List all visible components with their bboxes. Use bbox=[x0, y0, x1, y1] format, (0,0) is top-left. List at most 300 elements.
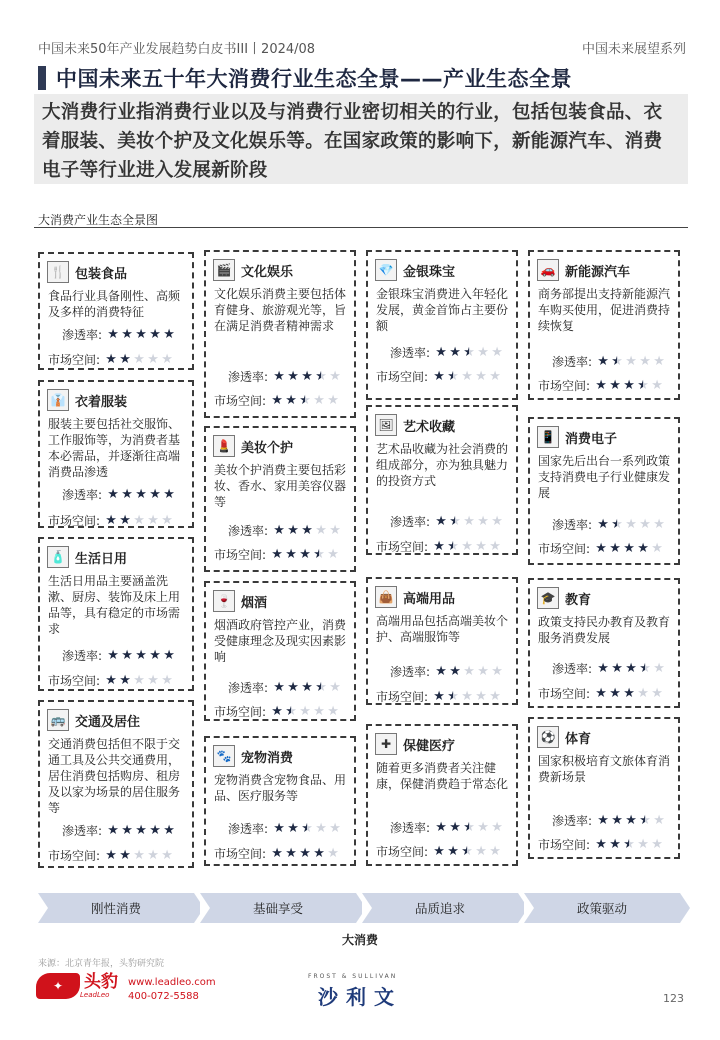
card-electronics bbox=[528, 417, 680, 565]
star-icon: ★ bbox=[133, 848, 145, 863]
card-header bbox=[375, 586, 455, 608]
star-icon: ★ bbox=[639, 354, 651, 369]
market-rating bbox=[538, 836, 664, 853]
star-icon: ★ bbox=[651, 686, 663, 701]
daily-goods-icon: 🧴 bbox=[47, 546, 69, 568]
card-title: 生活日用 bbox=[75, 551, 128, 567]
card-title: 烟酒 bbox=[241, 595, 268, 611]
star-icon: ★ bbox=[489, 844, 501, 859]
star-icon: ★ bbox=[463, 664, 475, 679]
market-label: 市场空间: bbox=[376, 690, 429, 704]
star-icon: ★ bbox=[301, 821, 313, 836]
penetration-stars bbox=[596, 518, 666, 531]
star-icon: ★ bbox=[475, 539, 487, 554]
star-icon: ★ bbox=[163, 823, 175, 838]
card-header bbox=[47, 261, 127, 283]
star-icon: ★ bbox=[273, 523, 285, 538]
card-apparel bbox=[38, 380, 194, 528]
art-icon: 🖼 bbox=[375, 414, 397, 436]
market-label: 市场空间: bbox=[538, 687, 591, 701]
star-icon: ★ bbox=[435, 820, 447, 835]
penetration-rating bbox=[62, 326, 176, 343]
star-icon: ★ bbox=[301, 680, 313, 695]
market-rating bbox=[376, 843, 502, 860]
star-icon: ★ bbox=[609, 837, 621, 852]
card-beauty bbox=[204, 426, 356, 572]
star-icon: ★ bbox=[625, 517, 637, 532]
penetration-rating bbox=[62, 486, 176, 503]
penetration-rating bbox=[390, 513, 504, 530]
penetration-label: 渗透率: bbox=[228, 822, 269, 836]
diagram-label: 大消费产业生态全景图 bbox=[38, 213, 159, 227]
star-icon: ★ bbox=[105, 673, 117, 688]
star-icon: ★ bbox=[147, 513, 159, 528]
star-icon: ★ bbox=[477, 820, 489, 835]
star-icon: ★ bbox=[489, 539, 501, 554]
market-rating bbox=[214, 703, 340, 720]
card-daily-goods bbox=[38, 537, 194, 691]
market-label: 市场空间: bbox=[376, 845, 429, 859]
star-icon: ★ bbox=[449, 820, 461, 835]
logo-cn: 头豹 bbox=[84, 971, 118, 992]
logo-en: LeadLeo bbox=[80, 990, 110, 999]
star-icon: ★ bbox=[299, 393, 311, 408]
star-icon: ★ bbox=[301, 523, 313, 538]
market-label: 市场空间: bbox=[538, 379, 591, 393]
market-rating bbox=[48, 512, 174, 529]
penetration-rating bbox=[62, 647, 176, 664]
star-icon: ★ bbox=[273, 680, 285, 695]
card-sports bbox=[528, 717, 680, 859]
star-icon: ★ bbox=[163, 327, 175, 342]
star-icon: ★ bbox=[271, 846, 283, 861]
star-icon: ★ bbox=[651, 378, 663, 393]
penetration-rating bbox=[228, 820, 342, 837]
market-stars bbox=[104, 849, 174, 862]
market-label: 市场空间: bbox=[48, 849, 101, 863]
penetration-label: 渗透率: bbox=[228, 370, 269, 384]
card-title: 衣着服装 bbox=[75, 394, 128, 410]
star-icon: ★ bbox=[149, 327, 161, 342]
star-icon: ★ bbox=[491, 514, 503, 529]
star-icon: ★ bbox=[147, 673, 159, 688]
star-icon: ★ bbox=[107, 327, 119, 342]
card-title: 消费电子 bbox=[565, 431, 618, 447]
star-icon: ★ bbox=[639, 661, 651, 676]
penetration-rating bbox=[228, 679, 342, 696]
star-icon: ★ bbox=[653, 517, 665, 532]
market-stars bbox=[432, 540, 502, 553]
star-icon: ★ bbox=[475, 369, 487, 384]
star-icon: ★ bbox=[299, 704, 311, 719]
star-icon: ★ bbox=[447, 844, 459, 859]
penetration-label: 渗透率: bbox=[62, 488, 103, 502]
card-luxury bbox=[366, 577, 518, 705]
pet-icon: 🐾 bbox=[213, 745, 235, 767]
partner-logo-cn: 沙利文 bbox=[318, 985, 402, 1009]
card-title: 宠物消费 bbox=[241, 750, 294, 766]
star-icon: ★ bbox=[447, 539, 459, 554]
penetration-rating bbox=[552, 353, 666, 370]
star-icon: ★ bbox=[121, 327, 133, 342]
card-description: 交通消费包括但不限于交通工具及公共交通费用，居住消费包括购房、租房及以家为场景的居住服务等 bbox=[48, 737, 181, 815]
phone-number: 400-072-5588 bbox=[128, 991, 199, 1002]
star-icon: ★ bbox=[461, 539, 473, 554]
star-icon: ★ bbox=[611, 517, 623, 532]
star-icon: ★ bbox=[611, 661, 623, 676]
card-description: 随着更多消费者关注健康，保健消费趋于常态化 bbox=[376, 761, 509, 791]
card-header bbox=[537, 259, 630, 281]
penetration-rating bbox=[552, 516, 666, 533]
star-icon: ★ bbox=[327, 393, 339, 408]
card-description: 国家先后出台一系列政策支持消费电子行业健康发展 bbox=[538, 454, 671, 500]
market-stars bbox=[432, 370, 502, 383]
star-icon: ★ bbox=[491, 664, 503, 679]
star-icon: ★ bbox=[135, 823, 147, 838]
star-icon: ★ bbox=[475, 844, 487, 859]
star-icon: ★ bbox=[491, 345, 503, 360]
card-title: 艺术收藏 bbox=[403, 419, 456, 435]
star-icon: ★ bbox=[107, 648, 119, 663]
star-icon: ★ bbox=[477, 514, 489, 529]
card-tobacco-wine bbox=[204, 581, 356, 721]
star-icon: ★ bbox=[135, 648, 147, 663]
card-header bbox=[47, 389, 127, 411]
card-header bbox=[213, 435, 293, 457]
partner-logo-en: FROST & SULLIVAN bbox=[308, 973, 398, 980]
star-icon: ★ bbox=[637, 686, 649, 701]
market-label: 市场空间: bbox=[214, 548, 267, 562]
packaged-food-icon: 🍴 bbox=[47, 261, 69, 283]
star-icon: ★ bbox=[119, 848, 131, 863]
penetration-rating bbox=[390, 344, 504, 361]
penetration-stars bbox=[272, 524, 342, 537]
market-stars bbox=[104, 353, 174, 366]
market-label: 市场空间: bbox=[376, 370, 429, 384]
market-stars bbox=[270, 705, 340, 718]
card-title: 新能源汽车 bbox=[565, 264, 631, 280]
penetration-stars bbox=[434, 665, 504, 678]
star-icon: ★ bbox=[597, 813, 609, 828]
star-icon: ★ bbox=[327, 846, 339, 861]
category-policy: 政策驱动 bbox=[524, 893, 680, 923]
website-link[interactable]: www.leadleo.com bbox=[128, 977, 216, 988]
penetration-label: 渗透率: bbox=[552, 355, 593, 369]
star-icon: ★ bbox=[313, 704, 325, 719]
market-rating bbox=[376, 538, 502, 555]
penetration-stars bbox=[272, 370, 342, 383]
penetration-label: 渗透率: bbox=[390, 346, 431, 360]
star-icon: ★ bbox=[299, 846, 311, 861]
market-rating bbox=[214, 546, 340, 563]
star-icon: ★ bbox=[285, 846, 297, 861]
star-icon: ★ bbox=[329, 523, 341, 538]
penetration-rating bbox=[62, 822, 176, 839]
card-art bbox=[366, 405, 518, 555]
star-icon: ★ bbox=[105, 848, 117, 863]
star-icon: ★ bbox=[433, 844, 445, 859]
star-icon: ★ bbox=[651, 837, 663, 852]
penetration-label: 渗透率: bbox=[62, 328, 103, 342]
star-icon: ★ bbox=[147, 352, 159, 367]
star-icon: ★ bbox=[287, 821, 299, 836]
star-icon: ★ bbox=[285, 393, 297, 408]
star-icon: ★ bbox=[119, 513, 131, 528]
card-description: 艺术品收藏为社会消费的组成部分，亦为独具魅力的投资方式 bbox=[376, 442, 509, 488]
market-rating bbox=[376, 368, 502, 385]
title-accent-bar bbox=[38, 66, 46, 90]
star-icon: ★ bbox=[637, 837, 649, 852]
contact-info bbox=[128, 976, 216, 1004]
star-icon: ★ bbox=[447, 369, 459, 384]
star-icon: ★ bbox=[461, 369, 473, 384]
star-icon: ★ bbox=[491, 820, 503, 835]
market-label: 市场空间: bbox=[48, 674, 101, 688]
penetration-label: 渗透率: bbox=[390, 515, 431, 529]
market-label: 市场空间: bbox=[214, 394, 267, 408]
star-icon: ★ bbox=[149, 648, 161, 663]
star-icon: ★ bbox=[609, 541, 621, 556]
star-icon: ★ bbox=[461, 844, 473, 859]
market-rating bbox=[48, 351, 174, 368]
intro-text: 大消费行业指消费行业以及与消费行业密切相关的行业，包括包装食品、衣着服装、美妆个护及文化娱乐等。在国家政策的影响下，新能源汽车、消费电子等行业进入发展新阶段 bbox=[34, 94, 688, 184]
card-pet bbox=[204, 736, 356, 866]
star-icon: ★ bbox=[433, 539, 445, 554]
apparel-icon: 👔 bbox=[47, 389, 69, 411]
card-header bbox=[375, 259, 455, 281]
star-icon: ★ bbox=[149, 487, 161, 502]
categories-caption: 大消费 bbox=[342, 933, 379, 947]
penetration-stars bbox=[596, 662, 666, 675]
card-description: 商务部提出支持新能源汽车购买使用，促进消费持续恢复 bbox=[538, 287, 671, 333]
star-icon: ★ bbox=[273, 821, 285, 836]
star-icon: ★ bbox=[327, 704, 339, 719]
star-icon: ★ bbox=[449, 664, 461, 679]
card-packaged-food bbox=[38, 252, 194, 370]
star-icon: ★ bbox=[623, 541, 635, 556]
card-title: 美妆个护 bbox=[241, 440, 294, 456]
star-icon: ★ bbox=[315, 821, 327, 836]
star-icon: ★ bbox=[611, 813, 623, 828]
star-icon: ★ bbox=[135, 487, 147, 502]
electronics-icon: 📱 bbox=[537, 426, 559, 448]
star-icon: ★ bbox=[163, 648, 175, 663]
star-icon: ★ bbox=[653, 354, 665, 369]
card-title: 体育 bbox=[565, 731, 592, 747]
star-icon: ★ bbox=[329, 821, 341, 836]
market-stars bbox=[594, 687, 664, 700]
market-rating bbox=[376, 688, 502, 705]
card-header bbox=[47, 546, 127, 568]
star-icon: ★ bbox=[653, 813, 665, 828]
market-rating bbox=[538, 377, 664, 394]
market-rating bbox=[214, 392, 340, 409]
star-icon: ★ bbox=[133, 513, 145, 528]
card-nev bbox=[528, 250, 680, 400]
card-header bbox=[375, 733, 455, 755]
star-icon: ★ bbox=[287, 369, 299, 384]
card-header bbox=[537, 726, 591, 748]
star-icon: ★ bbox=[285, 547, 297, 562]
star-icon: ★ bbox=[447, 689, 459, 704]
penetration-rating bbox=[390, 663, 504, 680]
card-header bbox=[375, 414, 455, 436]
series-name: 中国未来展望系列 bbox=[581, 42, 686, 57]
star-icon: ★ bbox=[327, 547, 339, 562]
star-icon: ★ bbox=[105, 513, 117, 528]
star-icon: ★ bbox=[285, 704, 297, 719]
star-icon: ★ bbox=[329, 369, 341, 384]
leopard-icon: ✦ bbox=[36, 973, 80, 999]
penetration-stars bbox=[106, 488, 176, 501]
education-icon: 🎓 bbox=[537, 587, 559, 609]
market-stars bbox=[104, 674, 174, 687]
penetration-stars bbox=[106, 328, 176, 341]
star-icon: ★ bbox=[595, 541, 607, 556]
star-icon: ★ bbox=[313, 393, 325, 408]
penetration-stars bbox=[272, 822, 342, 835]
star-icon: ★ bbox=[161, 848, 173, 863]
star-icon: ★ bbox=[609, 686, 621, 701]
market-stars bbox=[270, 847, 340, 860]
star-icon: ★ bbox=[595, 686, 607, 701]
star-icon: ★ bbox=[623, 378, 635, 393]
source-note: 来源：北京青年报，头豹研究院 bbox=[38, 959, 165, 969]
star-icon: ★ bbox=[595, 837, 607, 852]
card-title: 高端用品 bbox=[403, 591, 456, 607]
tobacco-wine-icon: 🍷 bbox=[213, 590, 235, 612]
luxury-icon: 👜 bbox=[375, 586, 397, 608]
star-icon: ★ bbox=[625, 354, 637, 369]
card-title: 交通及居住 bbox=[75, 714, 141, 730]
card-title: 保健医疗 bbox=[403, 738, 456, 754]
market-stars bbox=[594, 379, 664, 392]
star-icon: ★ bbox=[463, 514, 475, 529]
star-icon: ★ bbox=[651, 541, 663, 556]
beauty-icon: 💄 bbox=[213, 435, 235, 457]
star-icon: ★ bbox=[637, 378, 649, 393]
penetration-rating bbox=[552, 660, 666, 677]
report-title: 中国未来50年产业发展趋势白皮书III丨2024/08 bbox=[38, 42, 316, 57]
penetration-stars bbox=[106, 824, 176, 837]
divider bbox=[34, 227, 688, 228]
star-icon: ★ bbox=[433, 369, 445, 384]
culture-ent-icon: 🎬 bbox=[213, 259, 235, 281]
penetration-stars bbox=[434, 821, 504, 834]
card-header bbox=[537, 426, 617, 448]
leadleo-logo bbox=[36, 973, 118, 999]
star-icon: ★ bbox=[609, 378, 621, 393]
market-rating bbox=[214, 845, 340, 862]
card-description: 高端用品包括高端美妆个护、高端服饰等 bbox=[376, 614, 509, 644]
category-basic-enjoyment: 基础享受 bbox=[200, 893, 356, 923]
market-label: 市场空间: bbox=[214, 705, 267, 719]
card-header bbox=[213, 745, 293, 767]
penetration-rating bbox=[552, 812, 666, 829]
penetration-rating bbox=[228, 368, 342, 385]
star-icon: ★ bbox=[639, 517, 651, 532]
category-rigid: 刚性消费 bbox=[38, 893, 194, 923]
market-stars bbox=[270, 548, 340, 561]
star-icon: ★ bbox=[135, 327, 147, 342]
star-icon: ★ bbox=[287, 680, 299, 695]
star-icon: ★ bbox=[107, 487, 119, 502]
market-label: 市场空间: bbox=[538, 542, 591, 556]
card-description: 烟酒政府管控产业，消费受健康理念及现实因素影响 bbox=[214, 618, 347, 664]
star-icon: ★ bbox=[435, 664, 447, 679]
nev-icon: 🚗 bbox=[537, 259, 559, 281]
card-culture-ent bbox=[204, 250, 356, 418]
star-icon: ★ bbox=[149, 823, 161, 838]
star-icon: ★ bbox=[611, 354, 623, 369]
star-icon: ★ bbox=[147, 848, 159, 863]
market-label: 市场空间: bbox=[48, 353, 101, 367]
star-icon: ★ bbox=[301, 369, 313, 384]
star-icon: ★ bbox=[461, 689, 473, 704]
star-icon: ★ bbox=[107, 823, 119, 838]
market-stars bbox=[104, 514, 174, 527]
star-icon: ★ bbox=[163, 487, 175, 502]
penetration-stars bbox=[596, 814, 666, 827]
star-icon: ★ bbox=[597, 661, 609, 676]
star-icon: ★ bbox=[315, 680, 327, 695]
market-label: 市场空间: bbox=[48, 514, 101, 528]
star-icon: ★ bbox=[477, 345, 489, 360]
penetration-rating bbox=[228, 522, 342, 539]
card-health bbox=[366, 724, 518, 866]
star-icon: ★ bbox=[639, 813, 651, 828]
star-icon: ★ bbox=[449, 345, 461, 360]
star-icon: ★ bbox=[637, 541, 649, 556]
market-rating bbox=[538, 685, 664, 702]
market-rating bbox=[538, 540, 664, 557]
star-icon: ★ bbox=[477, 664, 489, 679]
penetration-label: 渗透率: bbox=[228, 681, 269, 695]
star-icon: ★ bbox=[595, 378, 607, 393]
star-icon: ★ bbox=[315, 369, 327, 384]
star-icon: ★ bbox=[105, 352, 117, 367]
card-jewelry bbox=[366, 250, 518, 400]
star-icon: ★ bbox=[623, 686, 635, 701]
card-header bbox=[537, 587, 591, 609]
star-icon: ★ bbox=[133, 352, 145, 367]
card-description: 金银珠宝消费进入年轻化发展，黄金首饰占主要份额 bbox=[376, 287, 509, 333]
card-title: 教育 bbox=[565, 592, 592, 608]
card-description: 美妆个护消费主要包括彩妆、香水、家用美容仪器等 bbox=[214, 463, 347, 509]
card-header bbox=[47, 709, 140, 731]
star-icon: ★ bbox=[463, 820, 475, 835]
star-icon: ★ bbox=[433, 689, 445, 704]
penetration-stars bbox=[272, 681, 342, 694]
market-stars bbox=[594, 838, 664, 851]
star-icon: ★ bbox=[597, 354, 609, 369]
penetration-label: 渗透率: bbox=[62, 649, 103, 663]
star-icon: ★ bbox=[121, 823, 133, 838]
star-icon: ★ bbox=[435, 514, 447, 529]
card-transport-housing bbox=[38, 700, 194, 868]
market-rating bbox=[48, 672, 174, 689]
penetration-label: 渗透率: bbox=[62, 824, 103, 838]
card-description: 政策支持民办教育及教育服务消费发展 bbox=[538, 615, 671, 645]
health-icon: ✚ bbox=[375, 733, 397, 755]
star-icon: ★ bbox=[315, 523, 327, 538]
penetration-label: 渗透率: bbox=[228, 524, 269, 538]
star-icon: ★ bbox=[119, 352, 131, 367]
star-icon: ★ bbox=[161, 673, 173, 688]
star-icon: ★ bbox=[161, 513, 173, 528]
page-title: 中国未来五十年大消费行业生态全景——产业生态全景 bbox=[56, 67, 572, 91]
card-description: 生活日用品主要涵盖洗漱、厨房、装饰及床上用品等，具有稳定的市场需求 bbox=[48, 574, 181, 636]
